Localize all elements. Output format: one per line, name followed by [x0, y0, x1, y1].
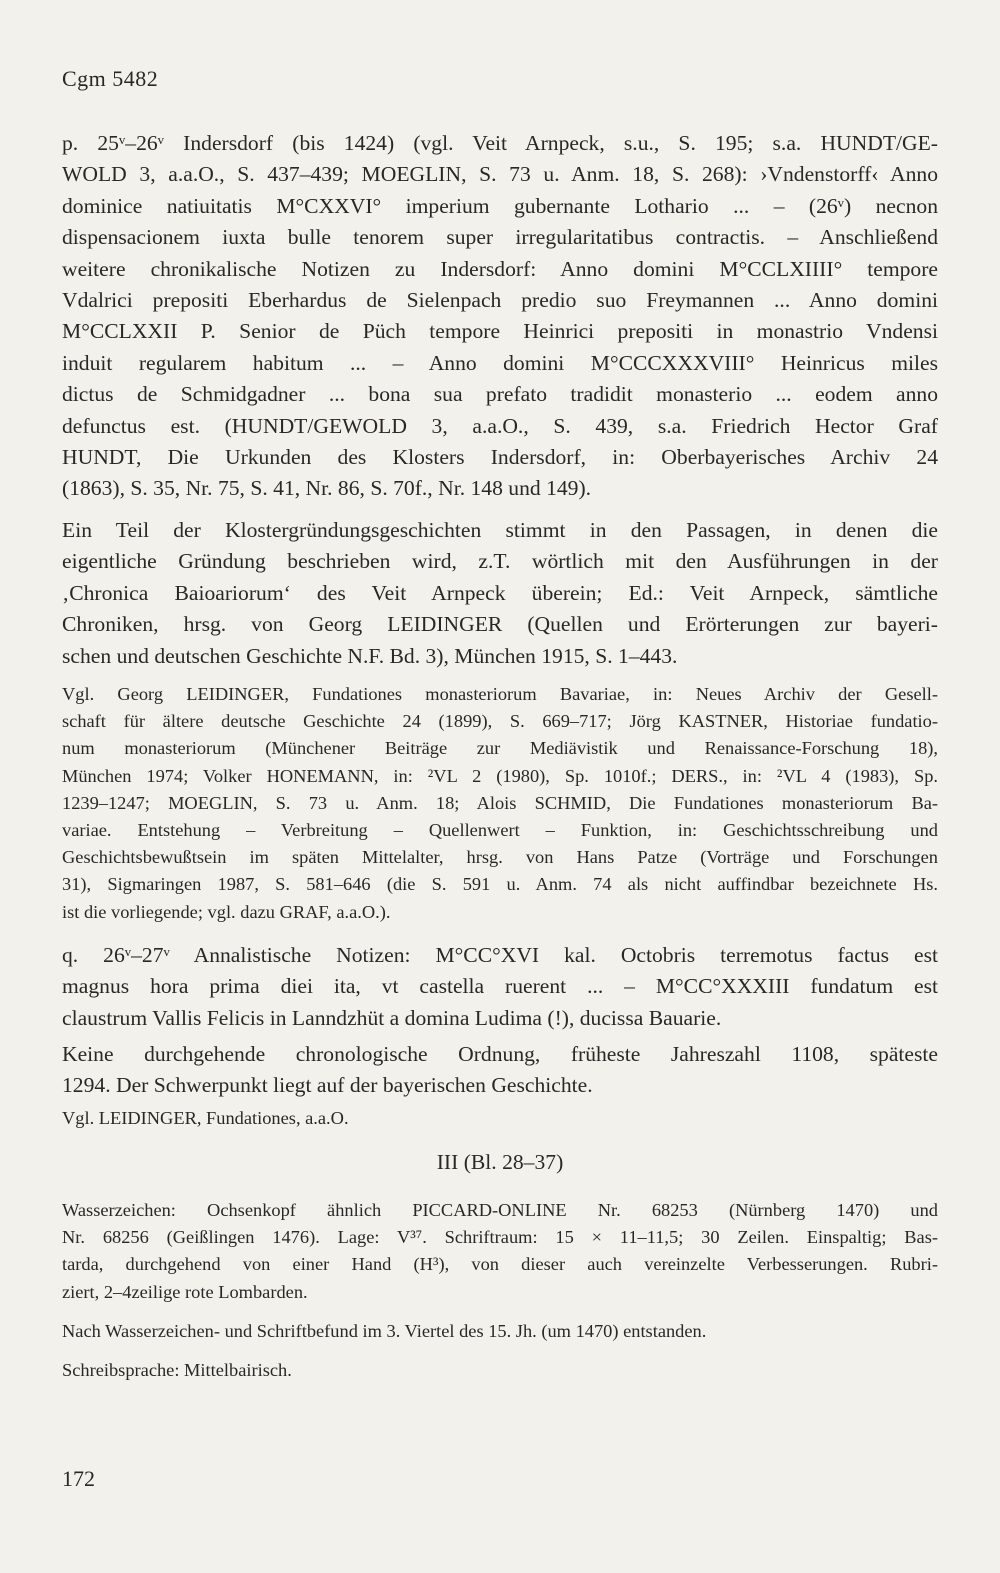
text-line: eigentliche Gründung beschrieben wird, z.T. wörtlich mit den Ausführungen in der: [62, 549, 938, 574]
text-line: Nach Wasserzeichen- und Schriftbefund im 3. Viertel des 15. Jh. (um 1470) entstanden.: [62, 1321, 707, 1341]
text-line: (1863), S. 35, Nr. 75, S. 41, Nr. 86, S. 70f., Nr. 148 und 149).: [62, 476, 592, 501]
text-line: schaft für ältere deutsche Geschichte 24 (1899), S. 669–717; Jörg KASTNER, Historiae fundatio-: [62, 711, 938, 732]
text-line: ziert, 2–4zeilige rote Lombarden.: [62, 1281, 308, 1302]
text-line: Vgl. Georg LEIDINGER, Fundationes monasteriorum Bavariae, in: Neues Archiv der Gesell-: [62, 684, 938, 704]
text-line: 1294. Der Schwerpunkt liegt auf der bayerischen Geschichte.: [62, 1073, 593, 1098]
text-line: Geschichtsbewußtsein im späten Mittelalter, hrsg. von Hans Patze (Vorträge und Forschungen: [62, 847, 938, 868]
text-line: München 1974; Volker HONEMANN, in: ²VL 2 (1980), Sp. 1010f.; DERS., in: ²VL 4 (1983), Sp.: [62, 765, 938, 786]
text-line: weitere chronikalische Notizen zu Indersdorf: Anno domini M°CCLXIIII° tempore: [62, 256, 938, 281]
entry-p-note: [62, 515, 938, 672]
text-line: 31), Sigmaringen 1987, S. 581–646 (die S. 591 u. Anm. 74 als nicht auffindbar bezeichnete Hs.: [62, 874, 938, 895]
running-header: Cgm 5482: [62, 66, 159, 91]
dating-note: [62, 1318, 938, 1345]
text-line: Chroniken, hrsg. von Georg LEIDINGER (Quellen und Erörterungen zur bayeri-: [62, 612, 938, 637]
text-line: tarda, durchgehend von einer Hand (H³), von dieser auch vereinzelte Verbesserungen. Rubri-: [62, 1254, 938, 1275]
entry-p: [62, 128, 938, 505]
text-line: Nr. 68256 (Geißlingen 1476). Lage: V³⁷. Schriftraum: 15 × 11–11,5; 30 Zeilen. Einspaltig; Bas-: [62, 1227, 938, 1248]
text-line: num monasteriorum (Münchener Beiträge zur Mediävistik und Renaissance-Forschung 18),: [62, 738, 938, 759]
text-line: Ein Teil der Klostergründungsgeschichten stimmt in den Passagen, in denen die: [62, 518, 938, 542]
text-line: ist die vorliegende; vgl. dazu GRAF, a.a.O.).: [62, 901, 391, 922]
codicological-description: [62, 1197, 938, 1306]
text-line: dominice natiuitatis M°CXXVI° imperium gubernante Lothario ... – (26ᵛ) necnon: [62, 193, 938, 218]
text-line: ‚Chronica Baioariorum‘ des Veit Arnpeck überein; Ed.: Veit Arnpeck, sämtliche: [62, 580, 938, 605]
text-line: Vgl. LEIDINGER, Fundationes, a.a.O.: [62, 1108, 349, 1128]
text-line: defunctus est. (HUNDT/GEWOLD 3, a.a.O., S. 439, s.a. Friedrich Hector Graf: [62, 413, 938, 438]
text-line: M°CCLXXII P. Senior de Püch tempore Heinrici prepositi in monastrio Vndensi: [62, 319, 938, 344]
entry-q-note: [62, 1039, 938, 1102]
page-number: 172: [62, 1466, 95, 1491]
text-line: variae. Entstehung – Verbreitung – Quellenwert – Funktion, in: Geschichtsschreibung und: [62, 820, 938, 841]
text-line: dictus de Schmidgadner ... bona sua prefato tradidit monasterio ... eodem anno: [62, 382, 938, 407]
text-line: dispensacionem iuxta bulle tenorem super irregularitatibus contractis. – Anschließend: [62, 225, 938, 250]
text-line: schen und deutschen Geschichte N.F. Bd. 3), München 1915, S. 1–443.: [62, 643, 678, 668]
text-line: magnus hora prima diei ita, vt castella ruerent ... – M°CC°XXXIII fundatum est: [62, 974, 938, 999]
text-line: Vdalrici prepositi Eberhardus de Sielenpach predio suo Freymannen ... Anno domini: [62, 288, 938, 313]
text-line: 1239–1247; MOEGLIN, S. 73 u. Anm. 18; Alois SCHMID, Die Fundationes monasteriorum Ba-: [62, 792, 938, 813]
text-line: q. 26ᵛ–27ᵛ Annalistische Notizen: M°CC°XVI kal. Octobris terremotus factus est: [62, 943, 938, 967]
text-line: WOLD 3, a.a.O., S. 437–439; MOEGLIN, S. 73 u. Anm. 18, S. 268): ›Vndenstorff‹ Anno: [62, 162, 938, 187]
text-line: Schreibsprache: Mittelbairisch.: [62, 1360, 292, 1380]
entry-p-literature: [62, 681, 938, 926]
text-line: induit regularem habitum ... – Anno domini M°CCCXXXVIII° Heinricus miles: [62, 350, 938, 375]
section-heading: III (Bl. 28–37): [436, 1150, 564, 1174]
entry-q: [62, 940, 938, 1034]
language-note: [62, 1357, 938, 1384]
entry-q-literature: [62, 1105, 938, 1132]
text-line: Keine durchgehende chronologische Ordnung, früheste Jahreszahl 1108, späteste: [62, 1042, 938, 1066]
text-line: Wasserzeichen: Ochsenkopf ähnlich PICCARD-ONLINE Nr. 68253 (Nürnberg 1470) und: [62, 1200, 938, 1220]
text-line: HUNDT, Die Urkunden des Klosters Indersdorf, in: Oberbayerisches Archiv 24: [62, 445, 938, 470]
text-line: p. 25ᵛ–26ᵛ Indersdorf (bis 1424) (vgl. Veit Arnpeck, s.u., S. 195; s.a. HUNDT/GE-: [62, 131, 938, 155]
text-line: claustrum Vallis Felicis in Lanndzhüt a domina Ludima (!), ducissa Bauarie.: [62, 1005, 722, 1030]
